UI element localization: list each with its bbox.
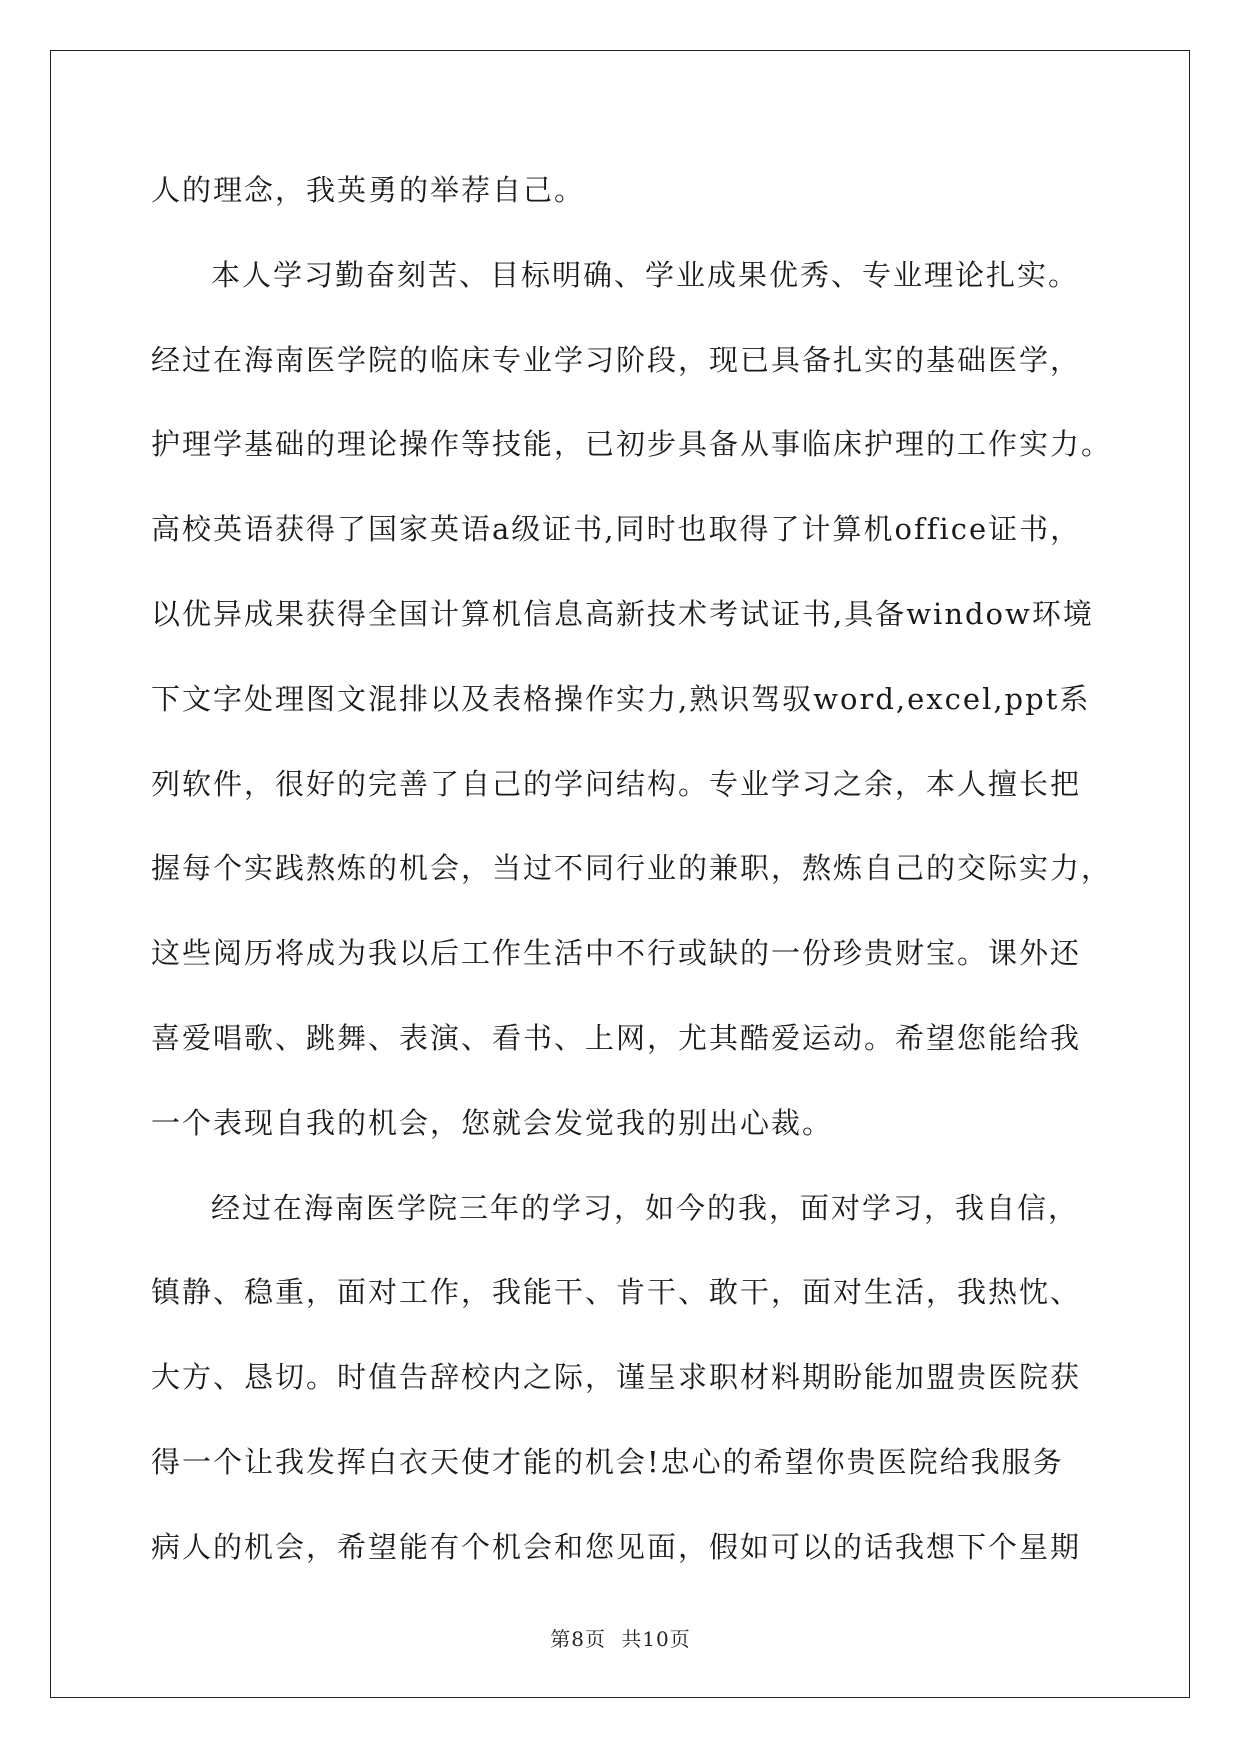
text-line: 喜爱唱歌、跳舞、表演、看书、上网，尤其酷爱运动。希望您能给我 (151, 1020, 1082, 1055)
text-line: 得一个让我发挥白衣天使才能的机会!忠心的希望你贵医院给我服务 (151, 1444, 1064, 1479)
text-line: 人的理念，我英勇的举荐自己。 (151, 173, 586, 207)
page-footer (0, 1623, 1241, 1652)
text-line: 高校英语获得了国家英语a级证书,同时也取得了计算机office证书， (151, 512, 1082, 547)
document-body (151, 160, 1113, 1602)
page-total: 共10页 (621, 1627, 691, 1651)
text-line: 列软件，很好的完善了自己的学问结构。专业学习之余，本人擅长把 (151, 766, 1082, 801)
text-line: 经过在海南医学院的临床专业学习阶段，现已具备扎实的基础医学， (151, 342, 1082, 377)
text-line: 病人的机会，希望能有个机会和您见面，假如可以的话我想下个星期 (151, 1529, 1082, 1564)
text-line: 一个表现自我的机会，您就会发觉我的别出心裁。 (151, 1105, 834, 1140)
text-line: 下文字处理图文混排以及表格操作实力,熟识驾驭word,excel,ppt系 (151, 681, 1091, 716)
text-line: 镇静、稳重，面对工作，我能干、肯干、敢干，面对生活，我热忱、 (151, 1275, 1082, 1310)
paragraph-start-line: 本人学习勤奋刻苦、目标明确、学业成果优秀、专业理论扎实。 (211, 257, 1080, 292)
paragraph-start-line: 经过在海南医学院三年的学习，如今的我，面对学习，我自信， (211, 1190, 1080, 1225)
page-number: 第8页 (550, 1627, 606, 1651)
text-line: 护理学基础的理论操作等技能，已初步具备从事临床护理的工作实力。 (151, 427, 1113, 462)
text-line: 握每个实践熬炼的机会，当过不同行业的兼职，熬炼自己的交际实力， (151, 851, 1113, 886)
text-line: 这些阅历将成为我以后工作生活中不行或缺的一份珍贵财宝。课外还 (151, 936, 1082, 971)
text-line: 大方、恳切。时值告辞校内之际，谨呈求职材料期盼能加盟贵医院获 (151, 1360, 1082, 1395)
text-line: 以优异成果获得全国计算机信息高新技术考试证书,具备window环境 (151, 596, 1094, 631)
